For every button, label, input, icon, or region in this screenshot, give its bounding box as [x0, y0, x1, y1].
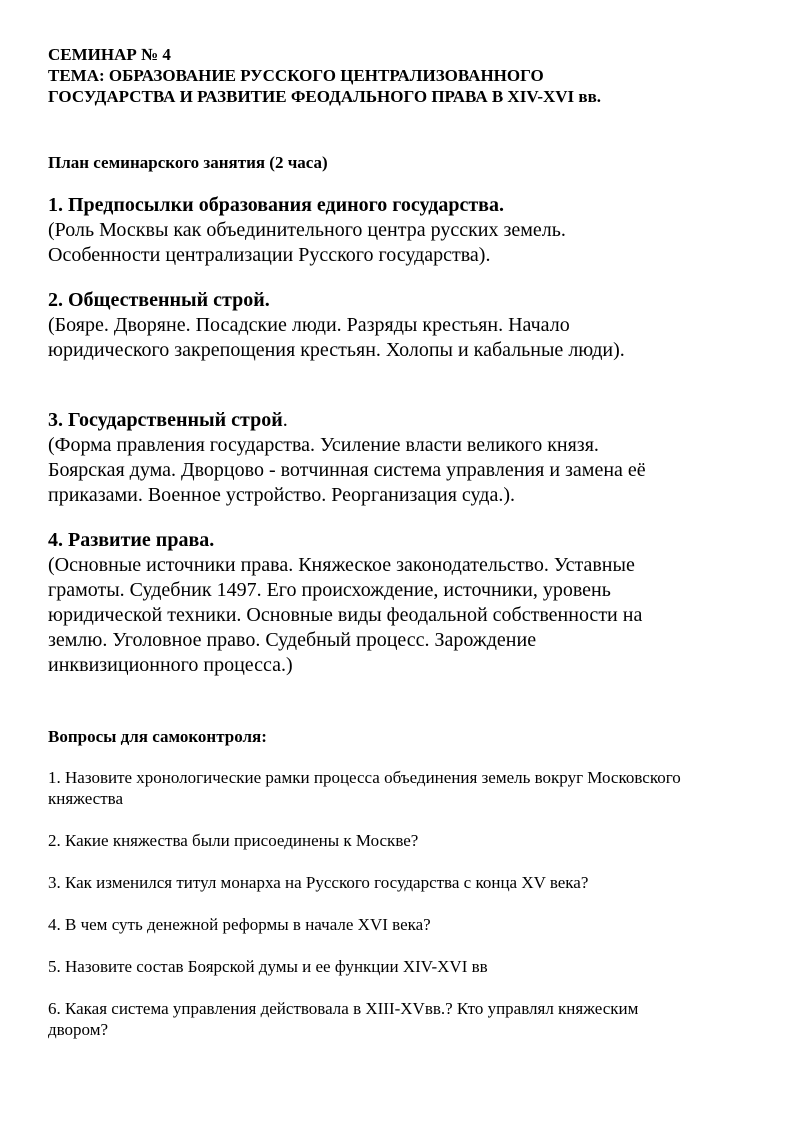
question-text-line: 3. Как изменился титул монарха на Русского государства с конца XV века?	[48, 873, 589, 892]
plan-section-4	[48, 528, 768, 678]
section-text-line: приказами. Военное устройство. Реорганизация суда.).	[48, 484, 515, 506]
question-item-5	[48, 956, 768, 977]
section-text-line: (Бояре. Дворяне. Посадские люди. Разряды крестьян. Начало	[48, 314, 570, 336]
question-item-2	[48, 830, 768, 851]
questions-list	[48, 767, 768, 1040]
question-text-line: двором?	[48, 1020, 109, 1039]
section-text-line: (Форма правления государства. Усиление власти великого князя.	[48, 434, 599, 456]
question-item-3	[48, 872, 768, 893]
section-text-line: землю. Уголовное право. Судебный процесс. Зарождение	[48, 629, 537, 651]
section-title: 1. Предпосылки образования единого государства.	[48, 194, 504, 216]
section-text-line: юридического закрепощения крестьян. Холопы и кабальные люди).	[48, 339, 625, 361]
section-text-line: (Роль Москвы как объединительного центра русских земель.	[48, 219, 566, 241]
seminar-number: СЕМИНАР № 4	[48, 45, 171, 64]
section-text-line: Особенности централизации Русского государства).	[48, 244, 491, 266]
section-text-line: инквизиционного процесса.)	[48, 654, 293, 676]
questions-title: Вопросы для самоконтроля:	[48, 727, 267, 746]
question-text-line: княжества	[48, 789, 123, 808]
section-title: 3. Государственный строй.	[48, 409, 288, 431]
question-text-line: 1. Назовите хронологические рамки процесса объединения земель вокруг Московского	[48, 768, 681, 787]
section-text-line: юридической техники. Основные виды феодальной собственности на	[48, 604, 643, 626]
question-text-line: 2. Какие княжества были присоединены к Москве?	[48, 831, 419, 850]
plan-section-1	[48, 193, 768, 268]
plan-section-2	[48, 288, 768, 363]
question-item-4	[48, 914, 768, 935]
topic-line-2: ГОСУДАРСТВА И РАЗВИТИЕ ФЕОДАЛЬНОГО ПРАВА В XIV-XVI вв.	[48, 87, 602, 106]
question-text-line: 6. Какая система управления действовала в XIII-XVвв.? Кто управлял княжеским	[48, 999, 639, 1018]
section-title: 4. Развитие права.	[48, 529, 215, 551]
question-text-line: 4. В чем суть денежной реформы в начале XVI века?	[48, 915, 431, 934]
topic-line-1: ТЕМА: ОБРАЗОВАНИЕ РУССКОГО ЦЕНТРАЛИЗОВАННОГО	[48, 66, 544, 85]
plan-title: План семинарского занятия (2 часа)	[48, 153, 328, 172]
section-text-line: (Основные источники права. Княжеское законодательство. Уставные	[48, 554, 635, 576]
plan-section-3	[48, 408, 768, 508]
question-item-1	[48, 767, 768, 809]
document-header	[48, 44, 768, 107]
section-title: 2. Общественный строй.	[48, 289, 270, 311]
question-text-line: 5. Назовите состав Боярской думы и ее функции XIV-XVI вв	[48, 957, 488, 976]
question-item-6	[48, 998, 768, 1040]
section-text-line: грамоты. Судебник 1497. Его происхождение, источники, уровень	[48, 579, 611, 601]
section-text-line: Боярская дума. Дворцово - вотчинная система управления и замена её	[48, 459, 646, 481]
document-page	[48, 44, 768, 1040]
